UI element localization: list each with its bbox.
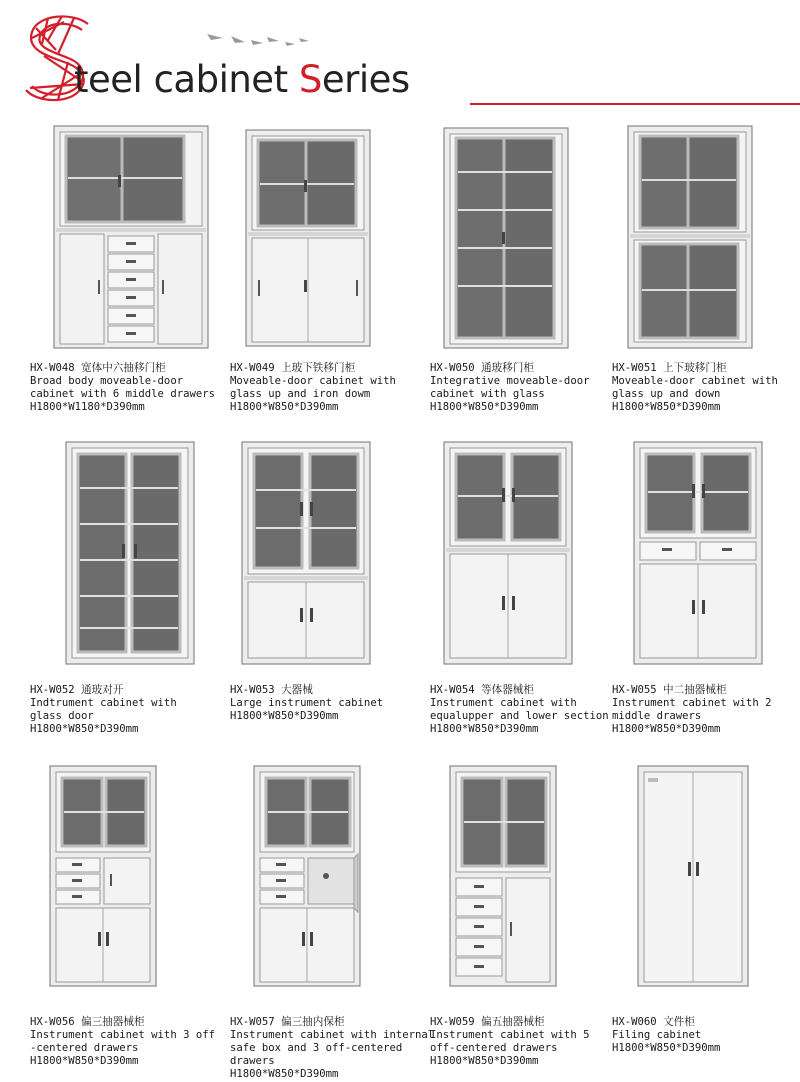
product-caption: [30, 362, 230, 414]
cabinet-image: [30, 120, 226, 350]
product-desc-line1: Instrument cabinet with 3 off: [30, 1029, 215, 1041]
product-desc-line2: glass door: [30, 710, 94, 722]
product-size: H1800*W850*D390mm: [230, 710, 339, 722]
birds-decoration: [205, 28, 315, 58]
product-desc-line2: glass up and iron dowm: [230, 388, 371, 400]
product-caption: [230, 1016, 435, 1081]
product-desc-line1: Instrument cabinet with 5: [430, 1029, 590, 1041]
product-desc-line1: Large instrument cabinet: [230, 697, 384, 709]
product-desc-line2: middle drawers: [612, 710, 702, 722]
cabinet-image: [30, 762, 226, 992]
product-desc-line2: glass up and down: [612, 388, 721, 400]
product-caption: [430, 362, 630, 414]
cabinet-image: [612, 762, 800, 992]
product-desc-line2: -centered drawers: [30, 1042, 139, 1054]
cabinet-image: [30, 438, 226, 668]
product-size: H1800*W850*D390mm: [612, 401, 721, 413]
cabinet-image: [430, 438, 626, 668]
product-desc-line1: Filing cabinet: [612, 1029, 702, 1041]
product-caption: [612, 362, 800, 414]
product-caption: [430, 1016, 630, 1068]
page-header: [0, 0, 800, 112]
product-code: HX-W048 宽体中六抽移门柜: [30, 362, 166, 374]
product-code: HX-W050 通玻移门柜: [430, 362, 534, 374]
page-title: teel cabinet Series: [74, 58, 410, 101]
product-caption: [230, 684, 430, 723]
product-code: HX-W052 通玻对开: [30, 684, 124, 696]
product-desc-line2: cabinet with 6 middle drawers: [30, 388, 215, 400]
cabinet-image: [430, 762, 626, 992]
product-code: HX-W057 偏三抽内保柜: [230, 1016, 345, 1028]
product-code: HX-W053 大器械: [230, 684, 313, 696]
product-desc-line1: Moveable-door cabinet with: [612, 375, 778, 387]
product-caption: [430, 684, 630, 736]
product-desc-line1: Moveable-door cabinet with: [230, 375, 396, 387]
product-caption: [230, 362, 430, 414]
product-size: H1800*W850*D390mm: [612, 1042, 721, 1054]
cabinet-image: [430, 120, 626, 350]
product-code: HX-W049 上玻下铁移门柜: [230, 362, 356, 374]
product-desc-line2: safe box and 3 off-centered: [230, 1042, 403, 1054]
product-desc-line2: off-centered drawers: [430, 1042, 558, 1054]
product-size: H1800*W850*D390mm: [430, 401, 539, 413]
product-code: HX-W059 偏五抽器械柜: [430, 1016, 545, 1028]
product-desc-line1: Integrative moveable-door: [430, 375, 590, 387]
product-size: H1800*W850*D390mm: [230, 401, 339, 413]
product-code: HX-W055 中二抽器械柜: [612, 684, 727, 696]
product-desc-line2: equalupper and lower section: [430, 710, 609, 722]
product-caption: [612, 1016, 800, 1055]
product-desc-line1: Instrument cabinet with internal: [230, 1029, 435, 1041]
product-desc-line3: drawers: [230, 1055, 275, 1067]
product-desc-line1: Indtrument cabinet with: [30, 697, 177, 709]
product-caption: [30, 1016, 230, 1068]
product-size: H1800*W850*D390mm: [612, 723, 721, 735]
product-caption: [612, 684, 800, 736]
title-accent-letter: S: [298, 58, 322, 101]
product-size: H1800*W850*D390mm: [30, 1055, 139, 1067]
product-desc-line2: cabinet with glass: [430, 388, 545, 400]
cabinet-image: [230, 120, 426, 350]
product-caption: [30, 684, 230, 736]
product-code: HX-W054 等体器械柜: [430, 684, 534, 696]
product-size: H1800*W850*D390mm: [230, 1068, 339, 1080]
product-desc-line1: Instrument cabinet with 2: [612, 697, 772, 709]
product-size: H1800*W850*D390mm: [430, 723, 539, 735]
product-desc-line1: Instrument cabinet with: [430, 697, 577, 709]
product-size: H1800*W850*D390mm: [30, 723, 139, 735]
product-size: H1800*W1180*D390mm: [30, 401, 145, 413]
cabinet-image: [230, 438, 426, 668]
product-code: HX-W060 文件柜: [612, 1016, 695, 1028]
product-desc-line1: Broad body moveable-door: [30, 375, 184, 387]
product-code: HX-W051 上下玻移门柜: [612, 362, 727, 374]
cabinet-image: [612, 120, 800, 350]
product-size: H1800*W850*D390mm: [430, 1055, 539, 1067]
title-underline: [470, 103, 800, 105]
product-code: HX-W056 偏三抽器械柜: [30, 1016, 145, 1028]
cabinet-image: [612, 438, 800, 668]
cabinet-image: [230, 762, 426, 992]
